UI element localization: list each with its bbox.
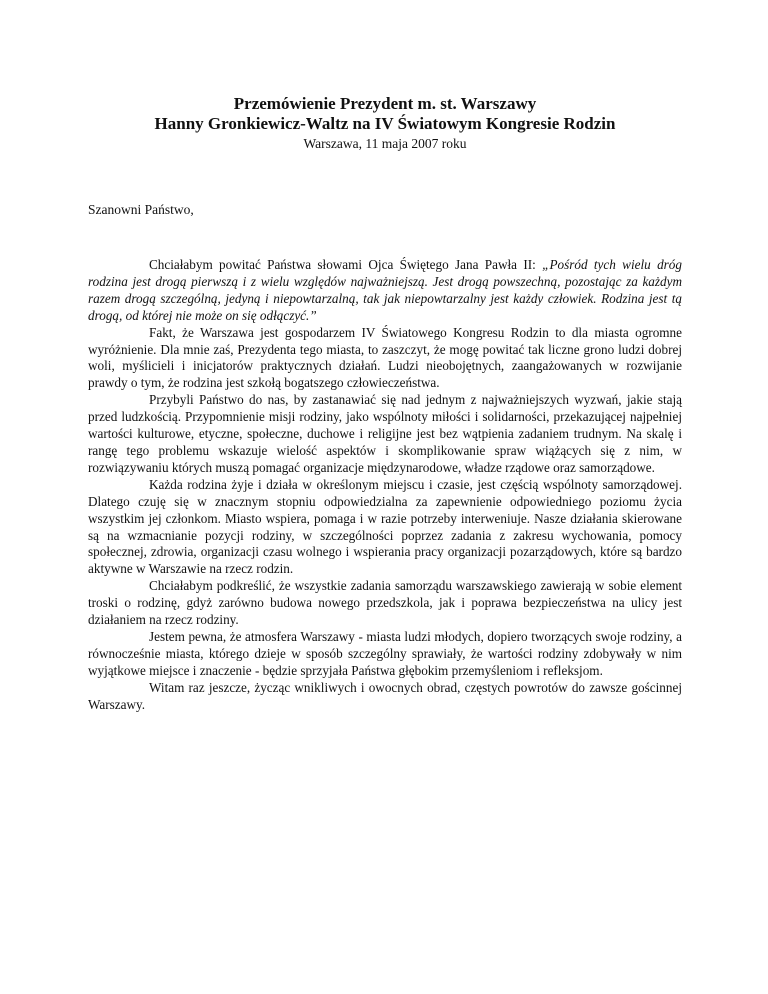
paragraph-1-intro: Chciałabym powitać Państwa słowami Ojca Świętego Jana Pawła II: <box>149 257 543 272</box>
speech-body <box>88 257 682 713</box>
paragraph-7: Witam raz jeszcze, życząc wnikliwych i owocnych obrad, częstych powrotów do zawsze gościnnej Warszawy. <box>88 679 682 712</box>
place-date: Warszawa, 11 maja 2007 roku <box>303 136 467 151</box>
title-line-1: Przemówienie Prezydent m. st. Warszawy <box>233 94 537 113</box>
document-page <box>88 94 682 713</box>
title-line-2: Hanny Gronkiewicz-Waltz na IV Światowym Kongresie Rodzin <box>154 114 616 133</box>
papal-quote: „Pośród tych wielu dróg rodzina jest drogą pierwszą i z wielu względów najważniejszą. Jest drogą powszechną, pozostając za każdym razem drogą szczególną, jedyną i niepowtarzalną, tak jak niepowtarzalny jest każdy człowiek. Rodzina jest tą drogą, od której nie może on się odłączyć.” <box>88 257 682 323</box>
paragraph-6: Jestem pewna, że atmosfera Warszawy - miasta ludzi młodych, dopiero tworzących swoje rodziny, a równocześnie miasta, którego dzieje w sposób szczególny sprawiały, że wartości rodziny zdobywały w nim wyjątkowe miejsce i znaczenie - będzie sprzyjała Państwa głębokim przemyśleniom i refleksjom. <box>88 628 682 678</box>
document-title <box>88 94 682 134</box>
paragraph-5: Chciałabym podkreślić, że wszystkie zadania samorządu warszawskiego zawierają w sobie element troski o rodzinę, gdyż zarówno budowa nowego przedszkola, jak i poprawa bezpieczeństwa na ulicy jest działaniem na rzecz rodziny. <box>88 578 682 628</box>
paragraph-2: Fakt, że Warszawa jest gospodarzem IV Światowego Kongresu Rodzin to dla miasta ogromne wyróżnienie. Dla mnie zaś, Prezydenta tego miasta, to zaszczyt, że mogę powitać tak liczne grono ludzi dobrej woli, myślicieli i inicjatorów praktycznych działań. Ludzi nieobojętnych, zaangażowanych w rozwijanie prawdy o tym, że rodzina jest szkołą bogatszego człowieczeństwa. <box>88 324 682 391</box>
paragraph-1 <box>88 257 682 325</box>
greeting: Szanowni Państwo, <box>88 202 194 217</box>
paragraph-4: Każda rodzina żyje i działa w określonym miejscu i czasie, jest częścią wspólnoty samorządowej. Dlatego czuję się w znacznym stopniu odpowiedzialna za zapewnienie odpowiedniego poziomu życia wszystkim jej członkom. Miasto wspiera, pomaga i w razie potrzeby interweniuje. Nasze działania skierowane są na wzmacnianie pozycji rodziny, w szczególności poprzez zadania z zakresu wychowania, pomocy społecznej, zdrowia, organizacji czasu wolnego i wspierania pracy organizacji pozarządowych, które są bardzo aktywne w Warszawie na rzecz rodzin. <box>88 476 682 577</box>
paragraph-3: Przybyli Państwo do nas, by zastanawiać się nad jednym z najważniejszych wyzwań, jakie stają przed ludzkością. Przypomnienie misji rodziny, jako wspólnoty miłości i solidarności, przekazującej najpełniej wartości kulturowe, etyczne, społeczne, duchowe i religijne jest bez wątpienia zadaniem trudnym. Na skalę i rangę tego problemu wskazuje wielość aspektów i skomplikowanie spraw wiążących się z nim, w rozwiązywaniu których muszą pomagać organizacje międzynarodowe, władze rządowe oraz samorządowe. <box>88 392 682 475</box>
